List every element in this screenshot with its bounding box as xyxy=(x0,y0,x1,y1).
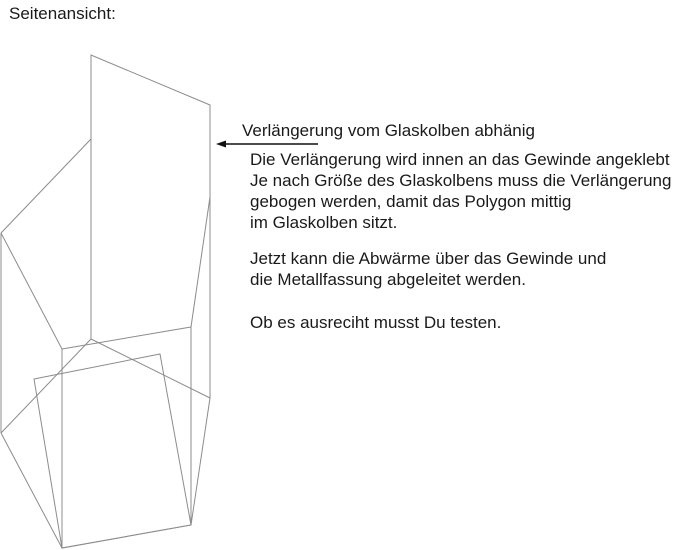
note-paragraph-1 xyxy=(250,149,671,233)
page-title: Seitenansicht: xyxy=(9,4,116,23)
note-line: Die Verlängerung wird innen an das Gewinde angeklebt xyxy=(250,150,670,169)
note-line: Jetzt kann die Abwärme über das Gewinde und xyxy=(250,249,607,268)
extension-label: Verlängerung vom Glaskolben abhänig xyxy=(242,121,535,140)
note-line: gebogen werden, damit das Polygon mittig xyxy=(250,192,572,211)
note-paragraph-2 xyxy=(250,248,606,290)
note-line: Ob es ausreciht musst Du testen. xyxy=(250,313,502,332)
tilted-square xyxy=(34,354,191,548)
arrow-left-icon xyxy=(216,141,318,148)
note-paragraph-3 xyxy=(250,312,501,333)
extension-panel xyxy=(91,55,210,398)
note-line: im Glaskolben sitzt. xyxy=(250,213,398,232)
note-line: die Metallfassung abgeleitet werden. xyxy=(250,270,526,289)
note-line: Je nach Größe des Glaskolbens muss die Verlängerung xyxy=(250,171,672,190)
